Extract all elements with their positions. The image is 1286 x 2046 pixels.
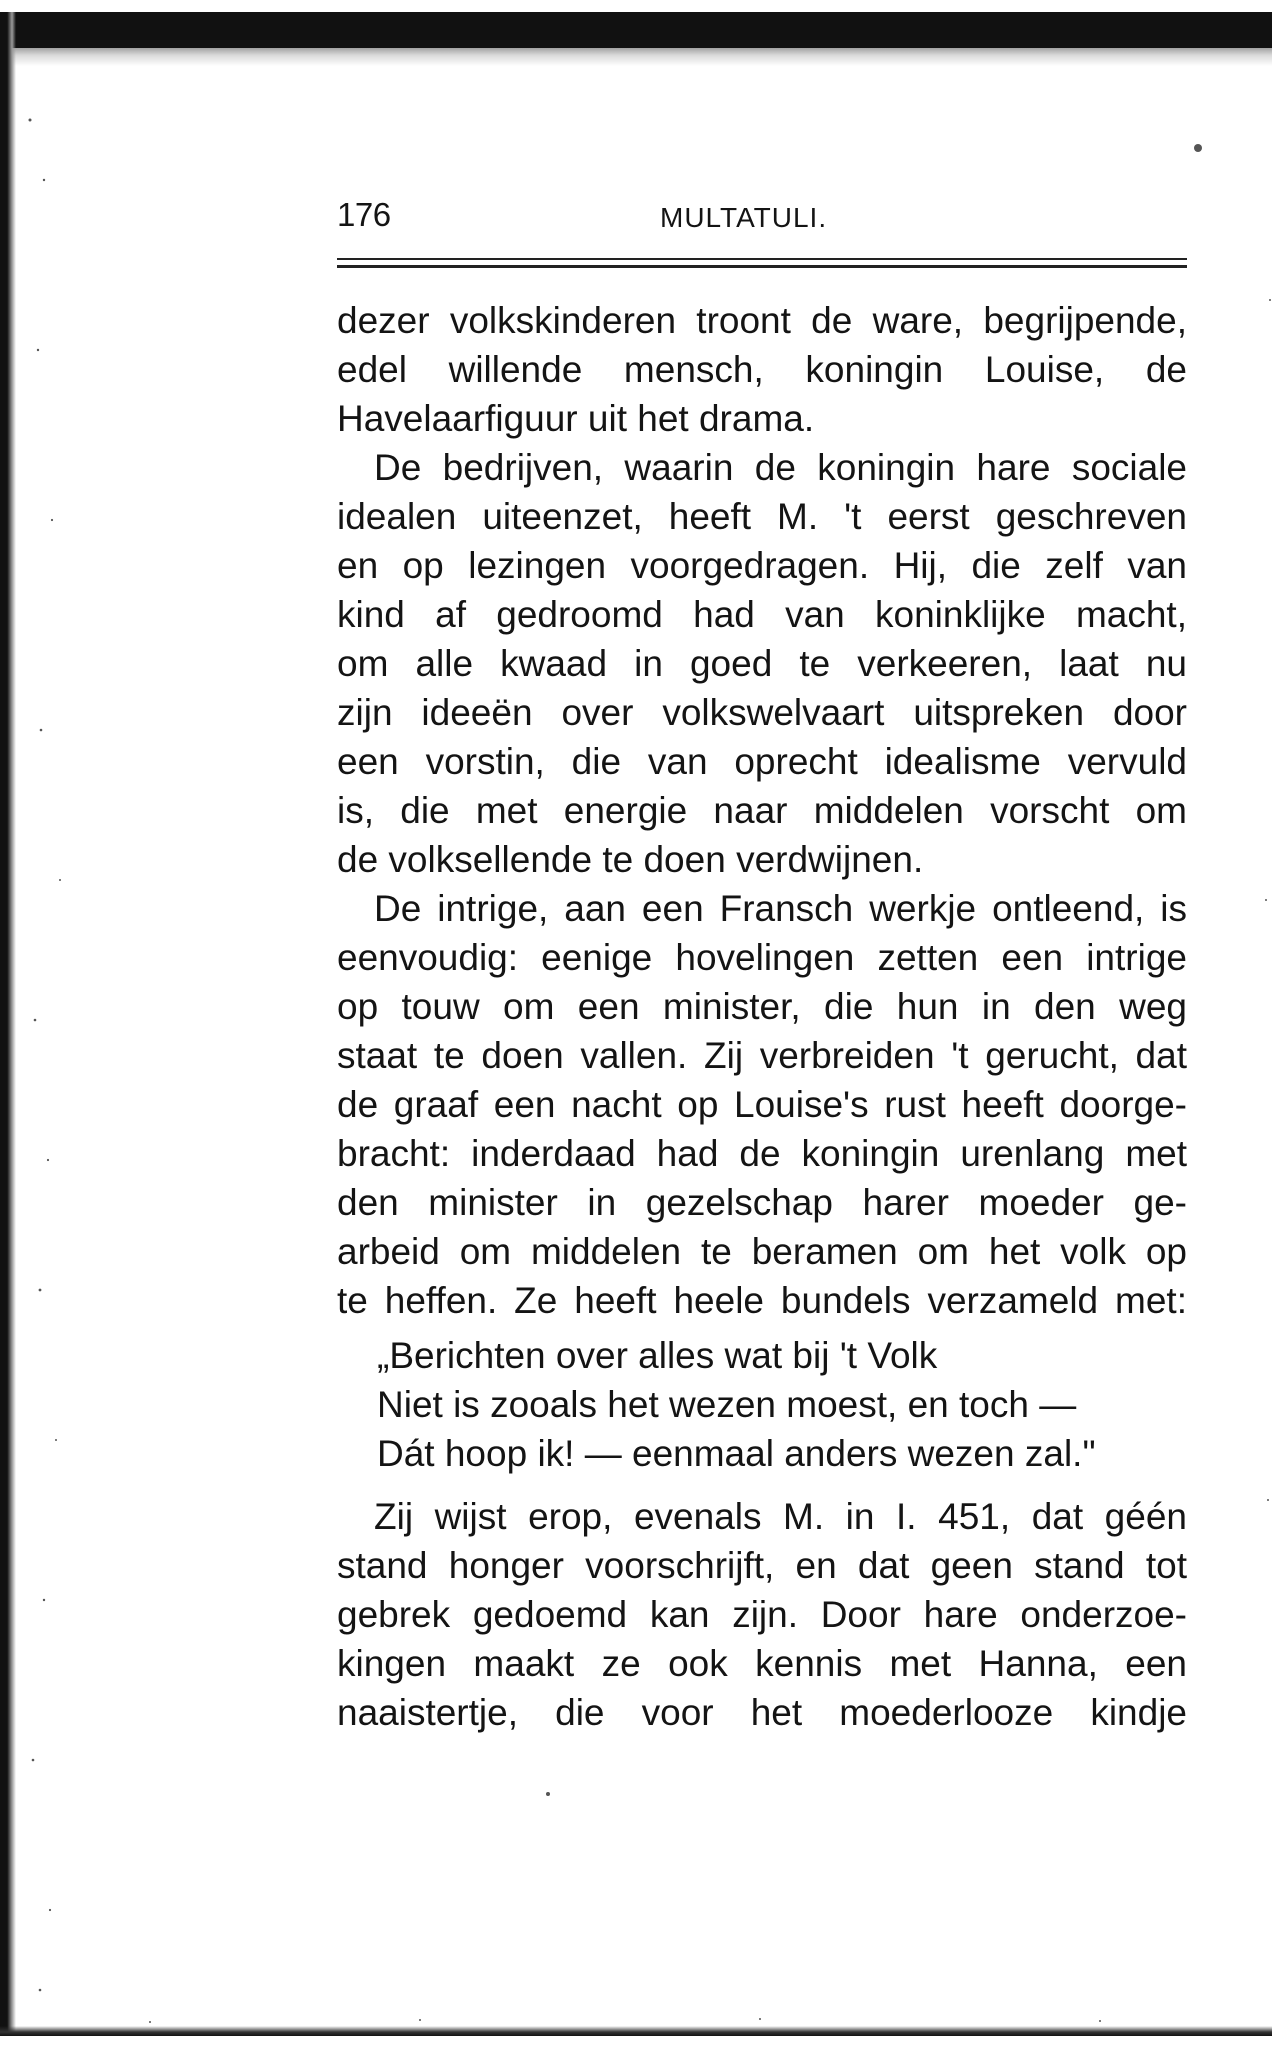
text-line: den minister in gezelschap harer moeder ge- [337, 1182, 1187, 1223]
text-line: bracht: inderdaad had de koningin urenlang met [337, 1133, 1187, 1174]
text-line: de graaf een nacht op Louise's rust heeft doorge- [337, 1084, 1187, 1125]
text-line: dezer volkskinderen troont de ware, begrijpende, [337, 300, 1187, 341]
text-line: kingen maakt ze ook kennis met Hanna, een [337, 1643, 1187, 1684]
text-line: te heffen. Ze heeft heele bundels verzameld met: [337, 1280, 1187, 1321]
text-line: Zij wijst erop, evenals M. in I. 451, dat géén [374, 1496, 1187, 1537]
text-line: een vorstin, die van oprecht idealisme vervuld [337, 741, 1187, 782]
text-line: edel willende mensch, koningin Louise, de [337, 349, 1187, 390]
text-line: op touw om een minister, die hun in den weg [337, 986, 1187, 1027]
text-line: naaistertje, die voor het moederlooze kindje [337, 1692, 1187, 1733]
header-double-rule [337, 258, 1187, 268]
text-line: is, die met energie naar middelen vorscht om [337, 790, 1187, 831]
quotation [337, 1331, 1177, 1478]
text-line: om alle kwaad in goed te verkeeren, laat nu [337, 643, 1187, 684]
paragraph-3 [337, 884, 1187, 1325]
text-line: stand honger voorschrijft, en dat geen stand tot [337, 1545, 1187, 1586]
paragraph-4 [337, 1492, 1187, 1737]
text-line: en op lezingen voorgedragen. Hij, die zelf van [337, 545, 1187, 586]
paragraph-1 [337, 296, 1187, 443]
quote-line: „Berichten over alles wat bij 't Volk [377, 1335, 938, 1376]
quote-spacing [337, 1478, 1187, 1492]
page-header [337, 196, 1187, 248]
text-line: zijn ideeën over volkswelvaart uitspreken door [337, 692, 1187, 733]
header-rule-thin [337, 258, 1187, 260]
text-line: eenvoudig: eenige hovelingen zetten een intrige [337, 937, 1187, 978]
text-line: De bedrijven, waarin de koningin hare sociale [374, 447, 1187, 488]
text-line: gebrek gedoemd kan zijn. Door hare onderzoe- [337, 1594, 1187, 1635]
text-line: De intrige, aan een Fransch werkje ontleend, is [374, 888, 1187, 929]
quote-line: Dát hoop ik! — eenmaal anders wezen zal." [377, 1433, 1096, 1474]
running-title: MULTATULI. [660, 202, 828, 233]
body-text [337, 296, 1187, 1737]
text-line: arbeid om middelen te beramen om het volk op [337, 1231, 1187, 1272]
paragraph-2 [337, 443, 1187, 884]
text-line: idealen uiteenzet, heeft M. 't eerst geschreven [337, 496, 1187, 537]
text-line: Havelaarfiguur uit het drama. [337, 398, 815, 439]
quote-line: Niet is zooals het wezen moest, en toch — [377, 1384, 1077, 1425]
header-rule-thick [337, 265, 1187, 268]
text-line: kind af gedroomd had van koninklijke macht, [337, 594, 1187, 635]
text-line: de volksellende te doen verdwijnen. [337, 839, 924, 880]
text-line: staat te doen vallen. Zij verbreiden 't gerucht, dat [337, 1035, 1187, 1076]
page-number: 176 [337, 196, 391, 233]
